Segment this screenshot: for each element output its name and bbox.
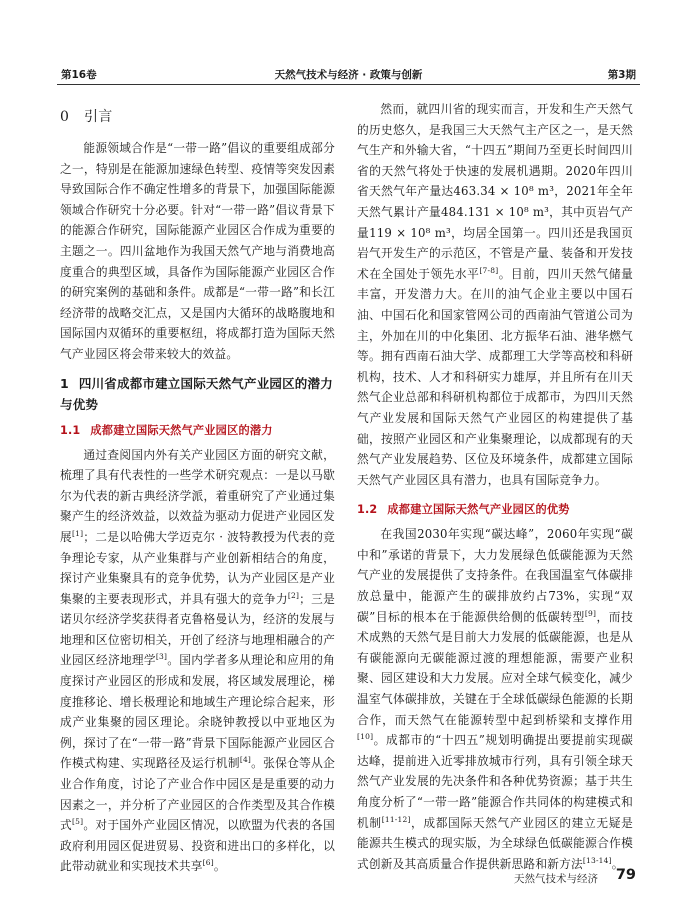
subsection-number: 1.1: [60, 423, 81, 437]
intro-paragraph: 能源领域合作是“一带一路”倡议的重要组成部分之一，特别是在能源加速绿色转型、疫情等突发因素导致国际合作不确定性增多的背景下，加强国际能源领域合作研究十分必要。针对“一带一路”倡议背景下的能源合作研究，国际能源产业园区合作成为重要的主题之一。四川盆地作为我国天然气产地与消费地高度重合的典型区域，具备作为国际能源产业园区合作的研究案例的基础和条件。成都是“一带一路”和长江经济带的战略交汇点，又是国内大循环的战略腹地和国际国内双循环的重要枢纽，将成都打造为国际天然气产业园区将会带来较大的效益。: [60, 141, 335, 361]
citation: [1]: [72, 529, 84, 539]
issue-label: 第3期: [607, 69, 636, 81]
right-column: [357, 99, 633, 874]
citation: [13-14]: [582, 855, 612, 865]
subsection-title: 成都建立国际天然气产业园区的潜力: [90, 423, 273, 437]
subsection-1-2-heading: [357, 500, 633, 520]
sichuan-potential-paragraph: 然而，就四川省的现实而言，开发和生产天然气的历史悠久，是我国三大天然气主产区之一，是天然气生产和外输大省，“十四五”期间乃至更长时间四川省的天然气将处于快速的发展机遇期。2020年四川省天然气年产量达463.34 × 10⁸ m³，2021年全年天然气累计产量484.131 × 10⁸ m³，其中页岩气产量119 × 10⁸ m³，均居全国第一。四川还是我国页岩气开发生产的示范区，不管是产量、装备和开发技术在全国处于领先水平[7-8]。目前，四川天然气储量丰富，开发潜力大。在川的油气企业主要以中国石油、中国石化和国家管网公司的西南油气管道公司为主，外加在川的中化集团、北方振华石油、港华燃气等。拥有西南石油大学、成都理工大学等高校和科研机构，技术、人才和科研实力雄厚，并且所有在川天然气企业总部和科研机构都位于成都市，为四川天然气产业发展和国际天然气产业园区的构建提供了基础，按照产业园区和产业集聚理论，以成都现有的天然气产业发展趋势、区位及环境条件，成都建立国际天然气产业园区具有潜力，也具有国际竞争力。: [357, 102, 633, 487]
subsection-1-1-heading: [60, 421, 335, 441]
running-header: [57, 63, 640, 83]
citation: [11-12]: [381, 814, 411, 824]
citation: [4]: [239, 755, 252, 765]
section-number: 1: [60, 375, 69, 391]
volume-label: 第16卷: [61, 69, 97, 81]
citation: [10]: [357, 732, 374, 742]
citation: [7-8]: [479, 265, 499, 275]
section-number: 0: [60, 109, 70, 125]
citation: [3]: [155, 652, 168, 662]
section-0-heading: [60, 106, 335, 128]
page-footer: [486, 868, 646, 886]
citation: [5]: [72, 817, 84, 827]
section-1-heading: [60, 373, 335, 415]
citation: [6]: [202, 858, 214, 868]
section-title: 引言: [84, 109, 113, 125]
citation: [2]: [287, 590, 300, 600]
literature-review-paragraph: 通过查阅国内外有关产业园区方面的研究文献，梳理了具有代表性的一些学术研究观点：一是以马歇尔为代表的新古典经济学派，着重研究了产业通过集聚产生的经济效益，以效益为驱动力促进产业园区发展[1]；二是以哈佛大学迈克尔 · 波特教授为代表的竞争理论专家，从产业集群与产业创新相结合的角度，探讨产业集聚具有的竞争优势，认为产业园区是产业集聚的主要表现形式，并具有强大的竞争力[2]；三是诺贝尔经济学奖获得者克鲁格曼认为，经济的发展与地理和区位密切相关，开创了经济与地理相融合的产业园区经济地理学[3]。国内学者多从理论和应用的角度探讨产业园区的形成和发展，将区域发展理论，梯度推移论、增长极理论和地域生产理论综合起来，形成产业集聚的园区理论。余晓钟教授以中亚地区为例，探讨了在“一带一路”背景下国际能源产业园区合作模式构建、实现路径及运行机制[4]。张保仓等从企业合作角度，讨论了产业合作中园区是是重要的动力因素之一，并分析了产业园区的合作类型及其合作模式[5]。对于国外产业园区情况，以欧盟为代表的各国政府利用园区促进贸易、投资和进出口的多样化，以此带动就业和实现技术共享[6]。: [60, 447, 336, 874]
subsection-number: 1.2: [357, 503, 378, 517]
citation: [9]: [584, 608, 597, 618]
page-number: 79: [615, 867, 636, 883]
advantage-paragraph: 在我国2030年实现“碳达峰”，2060年实现“碳中和”承诺的背景下，大力发展绿色低碳能源为天然气产业的发展提供了支持条件。在我国温室气体碳排放总量中，能源产生的碳排放约占73%，实现“双碳”目标的根本在于能源供给侧的低碳转型[9]，而技术成熟的天然气是目前大力发展的低碳能源，也是从有碳能源向无碳能源过渡的理想能源，需要产业积聚、园区建设和大力发展。应对全球气候变化，减少温室气体碳排放，关键在于全球低碳绿色能源的长期合作，而天然气在能源转型中起到桥梁和支撑作用[10]。成都市的“十四五”规划明确提出要提前实现碳达峰，提前进入近零排放城市行列，具有引领全球天然气产业发展的先决条件和各种优势资源；基于共生角度分析了“一带一路”能源合作共同体的构建模式和机制[11-12]，成都国际天然气产业园区的建立无疑是能源共生模式的现实版，为全球绿色低碳能源合作模式创新及其高质量合作提供新思路和新方法[13-14]。: [357, 527, 633, 871]
subsection-title: 成都建立国际天然气产业园区的优势: [387, 503, 570, 517]
section-title: 四川省成都市建立国际天然气产业园区的潜力与优势: [60, 375, 333, 412]
footer-journal-name: 天然气技术与经济: [514, 873, 598, 885]
header-rule: [57, 84, 640, 85]
journal-title: 天然气技术与经济 · 政策与创新: [274, 69, 423, 81]
left-column: [60, 99, 335, 877]
